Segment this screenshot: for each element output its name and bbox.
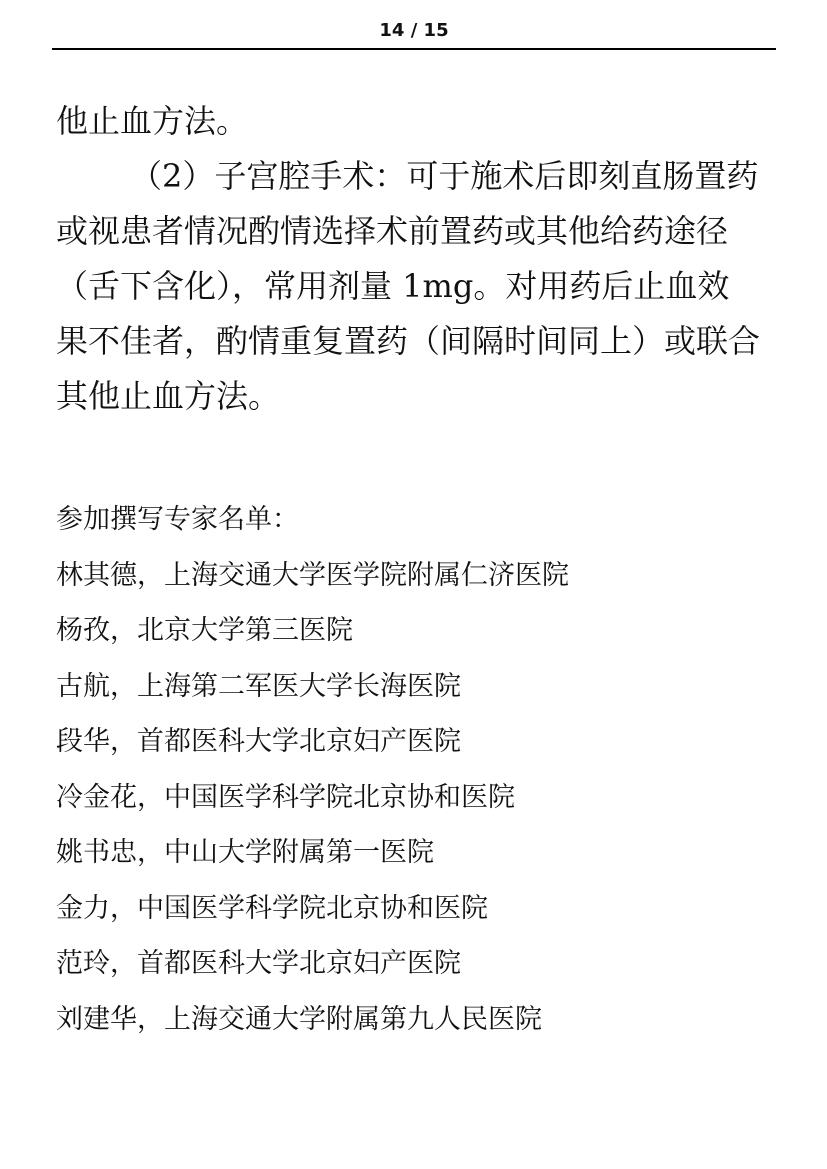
paragraph-line: 或视患者情况酌情选择术前置药或其他给药途径 <box>56 212 729 250</box>
expert-list-item: 范玲，首都医科大学北京妇产医院 <box>56 948 461 979</box>
expert-list-item: 段华，首都医科大学北京妇产医院 <box>56 726 461 757</box>
paragraph-line: （舌下含化），常用剂量 1mg。对用药后止血效 <box>56 267 730 305</box>
paragraph-line: 其他止血方法。 <box>56 377 281 415</box>
page-number: 14 / 15 <box>379 20 449 41</box>
expert-list-heading: 参加撰写专家名单： <box>56 504 299 535</box>
page-header <box>52 18 776 50</box>
expert-list-item: 刘建华，上海交通大学附属第九人民医院 <box>56 1003 542 1035</box>
paragraph-line: 他止血方法。 <box>56 102 249 140</box>
expert-list-item: 杨孜，北京大学第三医院 <box>56 615 353 646</box>
expert-list-item: 姚书忠，中山大学附属第一医院 <box>56 837 434 868</box>
expert-list-item: 冷金花，中国医学科学院北京协和医院 <box>56 781 515 813</box>
paragraph-line: 果不佳者，酌情重复置药（间隔时间同上）或联合 <box>56 322 761 360</box>
expert-list-item: 金力，中国医学科学院北京协和医院 <box>56 892 488 924</box>
expert-list-item: 古航，上海第二军医大学长海医院 <box>56 670 461 702</box>
body-paragraph <box>56 94 772 424</box>
paragraph-line: （2）子宫腔手术：可于施术后即刻直肠置药 <box>130 157 759 195</box>
expert-list-item: 林其德，上海交通大学医学院附属仁济医院 <box>56 559 569 591</box>
expert-list-section <box>56 492 772 1047</box>
